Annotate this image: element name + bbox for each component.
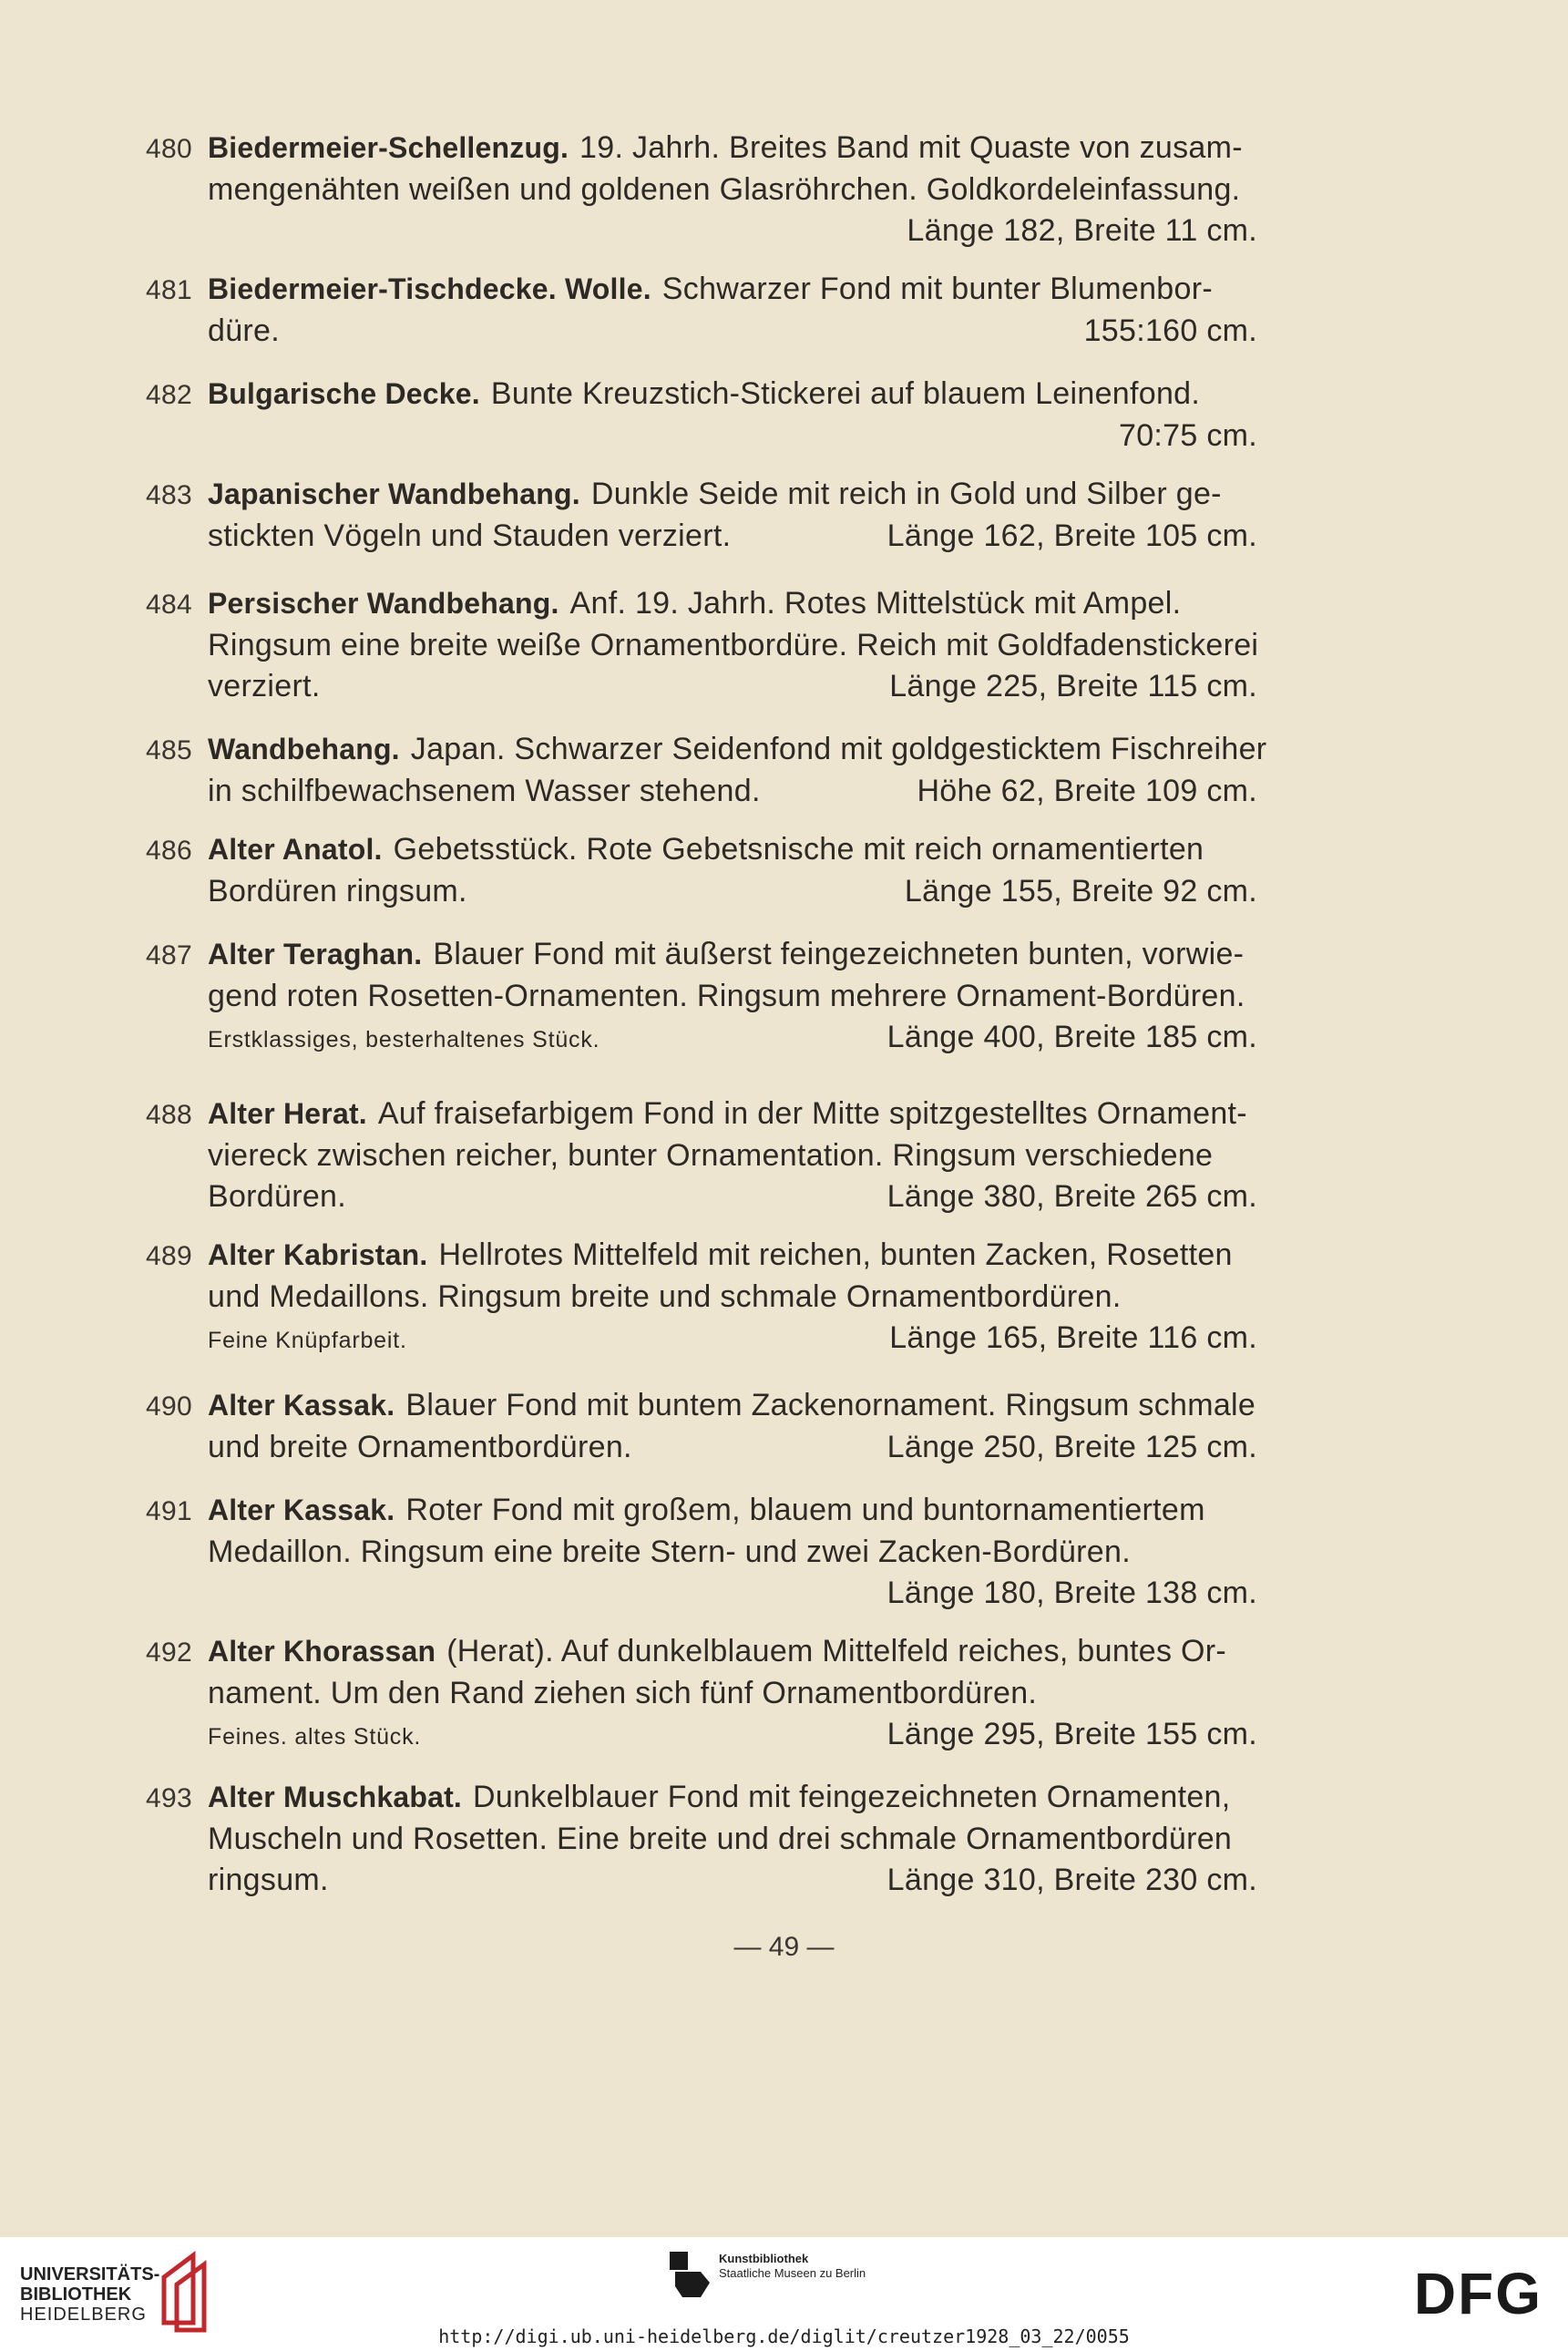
entry-dimensions: Länge 225, Breite 115 cm. xyxy=(889,669,1257,703)
ub-heidelberg-logo[interactable] xyxy=(20,2264,159,2325)
entry-number: 493 xyxy=(146,1783,192,1813)
entry-note: in schilfbewachsenem Wasser stehend. xyxy=(208,774,761,808)
entry-dimensions: Länge 250, Breite 125 cm. xyxy=(886,1430,1257,1464)
entry-title: Alter Herat. xyxy=(208,1097,367,1130)
entry-dimensions: Länge 162, Breite 105 cm. xyxy=(886,518,1257,553)
entry-title: Alter Anatol. xyxy=(208,833,383,866)
entry-title: Bulgarische Decke. xyxy=(208,377,480,410)
entry-description-line: viereck zwischen reicher, bunter Ornamentation. Ringsum verschiedene xyxy=(208,1138,1214,1173)
entry-description: 19. Jahrh. Breites Band mit Quaste von zusam- xyxy=(579,130,1243,165)
entry-description: Auf fraisefarbigem Fond in der Mitte spitzgestelltes Ornament- xyxy=(377,1096,1247,1131)
entry-number: 483 xyxy=(146,480,192,510)
entry-number: 492 xyxy=(146,1637,192,1668)
entry-description: Bunte Kreuzstich-Stickerei auf blauem Leinenfond. xyxy=(490,376,1201,411)
entry-description-line: nament. Um den Rand ziehen sich fünf Ornamentbordüren. xyxy=(208,1676,1038,1710)
ub-logo-line1: UNIVERSITÄTS- xyxy=(20,2264,160,2284)
entry-title: Alter Kassak. xyxy=(208,1389,395,1422)
entry-description: Blauer Fond mit äußerst feingezeichneten bunten, vorwie- xyxy=(433,937,1245,971)
entry-description: Dunkelblauer Fond mit feingezeichneten Ornamenten, xyxy=(473,1780,1231,1814)
entry-description-line: gend roten Rosetten-Ornamenten. Ringsum mehrere Ornament-Bordüren. xyxy=(208,979,1245,1013)
entry-title: Biedermeier-Tischdecke. Wolle. xyxy=(208,272,651,305)
entry-dimensions: 155:160 cm. xyxy=(1083,313,1257,348)
entry-description: Hellrotes Mittelfeld mit reichen, bunten Zacken, Rosetten xyxy=(438,1237,1233,1272)
entry-title: Persischer Wandbehang. xyxy=(208,587,559,620)
catalog-entry xyxy=(146,269,1294,352)
entry-dimensions: Länge 400, Breite 185 cm. xyxy=(886,1020,1257,1054)
catalog-entry xyxy=(146,1490,1294,1614)
entry-title: Alter Kassak. xyxy=(208,1494,395,1526)
catalog-entry xyxy=(146,1093,1294,1217)
entry-title: Japanischer Wandbehang. xyxy=(208,477,580,510)
footer-bar xyxy=(0,2237,1568,2351)
entry-note: und breite Ornamentbordüren. xyxy=(208,1430,632,1464)
entry-note: Bordüren ringsum. xyxy=(208,874,467,909)
entry-note: stickten Vögeln und Stauden verziert. xyxy=(208,518,732,553)
entry-description: (Herat). Auf dunkelblauem Mittelfeld reiches, buntes Or- xyxy=(446,1634,1227,1668)
kunstbibliothek-logo[interactable] xyxy=(670,2252,866,2297)
entry-dimensions: Länge 182, Breite 11 cm. xyxy=(907,213,1257,248)
entry-number: 490 xyxy=(146,1391,192,1422)
entry-description: Anf. 19. Jahrh. Rotes Mittelstück mit Ampel. xyxy=(569,586,1182,621)
entry-number: 481 xyxy=(146,275,192,305)
entry-description: Blauer Fond mit buntem Zackenornament. Ringsum schmale xyxy=(405,1388,1256,1422)
entry-number: 488 xyxy=(146,1100,192,1130)
entry-number: 484 xyxy=(146,590,192,620)
dfg-logo[interactable]: DFG xyxy=(1413,2261,1542,2326)
entry-number: 486 xyxy=(146,836,192,866)
kunstbibliothek-emblem-icon xyxy=(670,2252,710,2297)
entry-description: Dunkle Seide mit reich in Gold und Silber ge- xyxy=(590,477,1222,511)
entry-dimensions: Länge 380, Breite 265 cm. xyxy=(886,1179,1257,1214)
entry-dimensions: Länge 295, Breite 155 cm. xyxy=(886,1717,1257,1751)
kb-line1: Kunstbibliothek xyxy=(719,2252,809,2265)
entry-number: 487 xyxy=(146,940,192,970)
catalog-entry xyxy=(146,829,1294,912)
ub-logo-line2: BIBLIOTHEK xyxy=(20,2284,132,2305)
entry-dimensions: Länge 180, Breite 138 cm. xyxy=(886,1576,1257,1610)
entry-dimensions: Länge 165, Breite 116 cm. xyxy=(889,1320,1257,1355)
entry-note: Feines. altes Stück. xyxy=(208,1724,422,1750)
entry-number: 489 xyxy=(146,1241,192,1271)
entry-note: Bordüren. xyxy=(208,1179,347,1214)
ub-logo-line3: HEIDELBERG xyxy=(20,2305,147,2325)
entry-title: Alter Kabristan. xyxy=(208,1238,428,1271)
entry-note: Feine Knüpfarbeit. xyxy=(208,1328,407,1353)
entry-note: ringsum. xyxy=(208,1863,329,1897)
entry-note: Erstklassiges, besterhaltenes Stück. xyxy=(208,1027,600,1052)
entry-number: 480 xyxy=(146,134,192,164)
catalog-entry xyxy=(146,1235,1294,1361)
entry-title: Wandbehang. xyxy=(208,733,400,765)
entry-note: düre. xyxy=(208,313,280,348)
catalog-entry xyxy=(146,1777,1294,1901)
catalog-entry xyxy=(146,128,1294,252)
ub-emblem-icon xyxy=(157,2250,211,2334)
catalog-entry xyxy=(146,729,1294,812)
entry-title: Alter Muschkabat. xyxy=(208,1781,463,1813)
catalog-entry xyxy=(146,374,1294,457)
catalog-entry xyxy=(146,474,1294,557)
catalog-entry xyxy=(146,934,1294,1061)
entry-dimensions: 70:75 cm. xyxy=(1119,418,1257,453)
entry-dimensions: Länge 310, Breite 230 cm. xyxy=(886,1863,1257,1897)
catalog-entry xyxy=(146,1385,1294,1468)
entry-description: Schwarzer Fond mit bunter Blumenbor- xyxy=(661,272,1213,306)
entry-description: Japan. Schwarzer Seidenfond mit goldgesticktem Fischreiher xyxy=(410,732,1267,766)
entry-note: verziert. xyxy=(208,669,321,703)
entry-number: 482 xyxy=(146,380,192,410)
entry-description-line: Muscheln und Rosetten. Eine breite und drei schmale Ornamentbordüren xyxy=(208,1822,1233,1856)
entry-title: Alter Khorassan xyxy=(208,1635,436,1668)
entry-description-line: Ringsum eine breite weiße Ornamentbordüre. Reich mit Goldfadenstickerei xyxy=(208,628,1259,662)
kb-line2: Staatliche Museen zu Berlin xyxy=(719,2266,866,2280)
entry-number: 491 xyxy=(146,1496,192,1526)
entry-title: Biedermeier-Schellenzug. xyxy=(208,131,569,164)
entry-description-line: und Medaillons. Ringsum breite und schmale Ornamentbordüren. xyxy=(208,1279,1122,1314)
entry-description-line: mengenähten weißen und goldenen Glasröhrchen. Goldkordeleinfassung. xyxy=(208,172,1241,207)
catalog-entry xyxy=(146,583,1294,707)
page-number: — 49 — xyxy=(733,1932,835,1962)
entry-description: Roter Fond mit großem, blauem und buntornamentiertem xyxy=(405,1493,1205,1527)
entry-number: 485 xyxy=(146,735,192,765)
catalog-entry xyxy=(146,1631,1294,1758)
entry-dimensions: Höhe 62, Breite 109 cm. xyxy=(917,774,1257,808)
entry-title: Alter Teraghan. xyxy=(208,938,423,970)
entry-description-line: Medaillon. Ringsum eine breite Stern- und zwei Zacken-Bordüren. xyxy=(208,1535,1131,1569)
source-url[interactable]: http://digi.ub.uni-heidelberg.de/diglit/creutzer1928_03_22/0055 xyxy=(438,2325,1130,2347)
entry-dimensions: Länge 155, Breite 92 cm. xyxy=(904,874,1257,909)
entry-description: Gebetsstück. Rote Gebetsnische mit reich ornamentierten xyxy=(393,832,1204,867)
